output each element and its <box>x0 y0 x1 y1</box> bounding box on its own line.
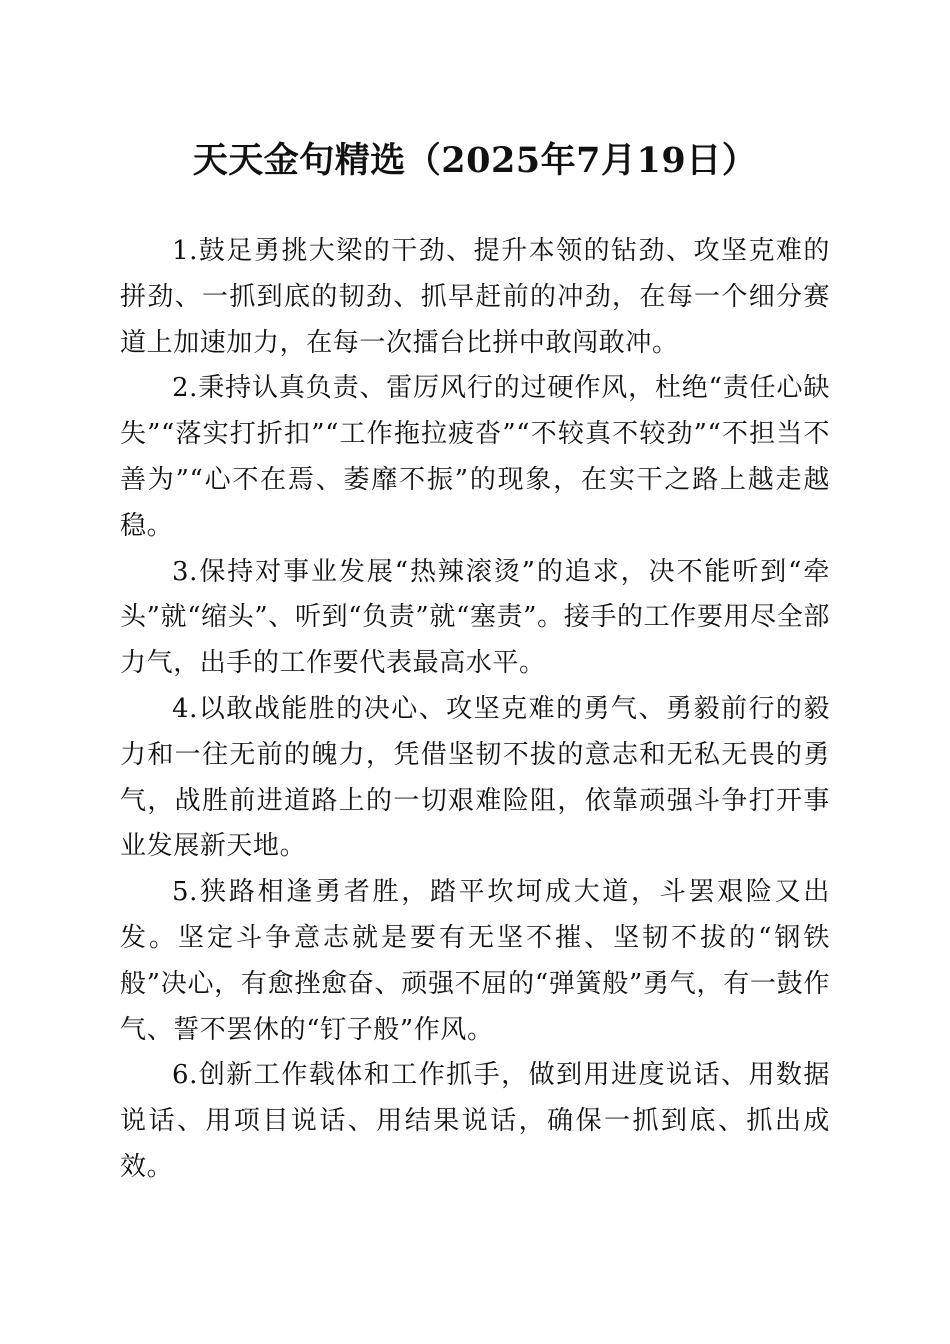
document-title: 天天金句精选（2025年7月19日） <box>192 140 758 181</box>
paragraph: 6.创新工作载体和工作抓手，做到用进度说话、用数据说话、用项目说话、用结果说话，确保一抓到底、抓出成效。 <box>120 1060 830 1182</box>
paragraph: 4.以敢战能胜的决心、攻坚克难的勇气、勇毅前行的毅力和一往无前的魄力，凭借坚韧不拔的意志和无私无畏的勇气，战胜前进道路上的一切艰难险阻，依靠顽强斗争打开事业发展新天地。 <box>120 693 830 862</box>
paragraph: 3.保持对事业发展“热辣滚烫”的追求，决不能听到“牵头”就“缩头”、听到“负责”就“塞责”。接手的工作要用尽全部力气，出手的工作要代表最高水平。 <box>120 556 830 679</box>
paragraph: 2.秉持认真负责、雷厉风行的过硬作风，杜绝“责任心缺失”“落实打折扣”“工作拖拉疲沓”“不较真不较劲”“不担当不善为”“心不在焉、萎靡不振”的现象，在实干之路上越走越稳。 <box>120 373 830 541</box>
paragraph: 1.鼓足勇挑大梁的干劲、提升本领的钻劲、攻坚克难的拼劲、一抓到底的韧劲、抓早赶前的冲劲，在每一个细分赛道上加速加力，在每一次擂台比拼中敢闯敢冲。 <box>120 236 830 358</box>
paragraph: 5.狭路相逢勇者胜，踏平坎坷成大道，斗罢艰险又出发。坚定斗争意志就是要有无坚不摧、坚韧不拔的“钢铁般”决心，有愈挫愈奋、顽强不屈的“弹簧般”勇气，有一鼓作气、誓不罢休的“钉子般”作风。 <box>120 877 830 1045</box>
document-body <box>120 229 830 1191</box>
